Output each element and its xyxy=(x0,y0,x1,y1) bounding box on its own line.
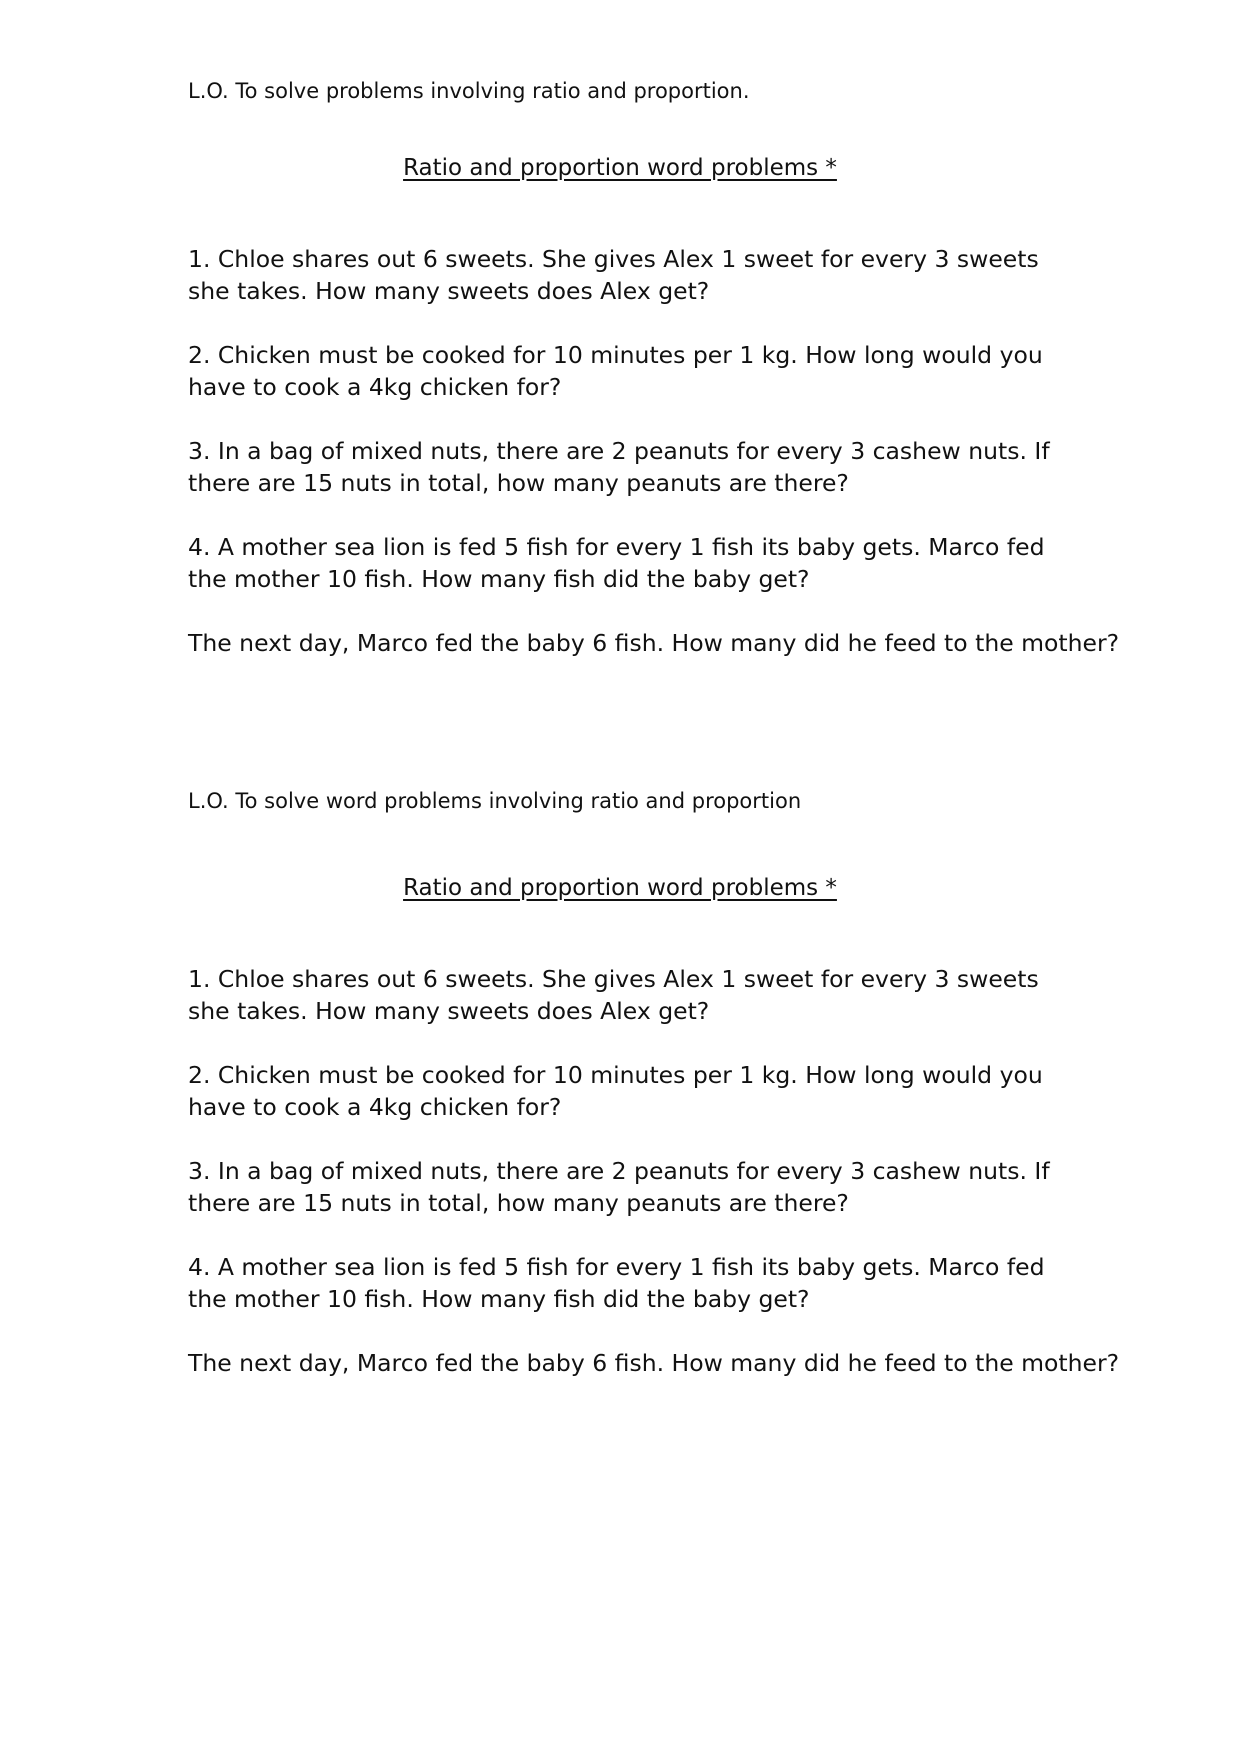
question-4: 4. A mother sea lion is fed 5 fish for every 1 fish its baby gets. Marco fed the mother 10 fish. How many fish did the baby get? xyxy=(188,1253,1045,1313)
question-list xyxy=(188,243,1068,595)
question-3: 3. In a bag of mixed nuts, there are 2 peanuts for every 3 cashew nuts. If there are 15 nuts in total, how many peanuts are there? xyxy=(188,1157,1050,1217)
worksheet-title: Ratio and proportion word problems * xyxy=(403,875,837,901)
followup-question: The next day, Marco fed the baby 6 fish. How many did he feed to the mother? xyxy=(188,629,1120,657)
question-list xyxy=(188,963,1068,1315)
worksheet-title: Ratio and proportion word problems * xyxy=(403,155,837,181)
question-1: 1. Chloe shares out 6 sweets. She gives Alex 1 sweet for every 3 sweets she takes. How many sweets does Alex get? xyxy=(188,245,1039,305)
question-2: 2. Chicken must be cooked for 10 minutes per 1 kg. How long would you have to cook a 4kg chicken for? xyxy=(188,1061,1043,1121)
question-3: 3. In a bag of mixed nuts, there are 2 peanuts for every 3 cashew nuts. If there are 15 nuts in total, how many peanuts are there? xyxy=(188,437,1050,497)
followup-question: The next day, Marco fed the baby 6 fish. How many did he feed to the mother? xyxy=(188,1349,1120,1377)
question-1: 1. Chloe shares out 6 sweets. She gives Alex 1 sweet for every 3 sweets she takes. How many sweets does Alex get? xyxy=(188,965,1039,1025)
worksheet-section-1 xyxy=(188,74,1120,659)
learning-objective: L.O. To solve word problems involving ratio and proportion xyxy=(188,789,802,813)
question-2: 2. Chicken must be cooked for 10 minutes per 1 kg. How long would you have to cook a 4kg chicken for? xyxy=(188,341,1043,401)
worksheet-section-2 xyxy=(188,784,1120,1379)
question-4: 4. A mother sea lion is fed 5 fish for every 1 fish its baby gets. Marco fed the mother 10 fish. How many fish did the baby get? xyxy=(188,533,1045,593)
learning-objective: L.O. To solve problems involving ratio and proportion. xyxy=(188,79,750,103)
